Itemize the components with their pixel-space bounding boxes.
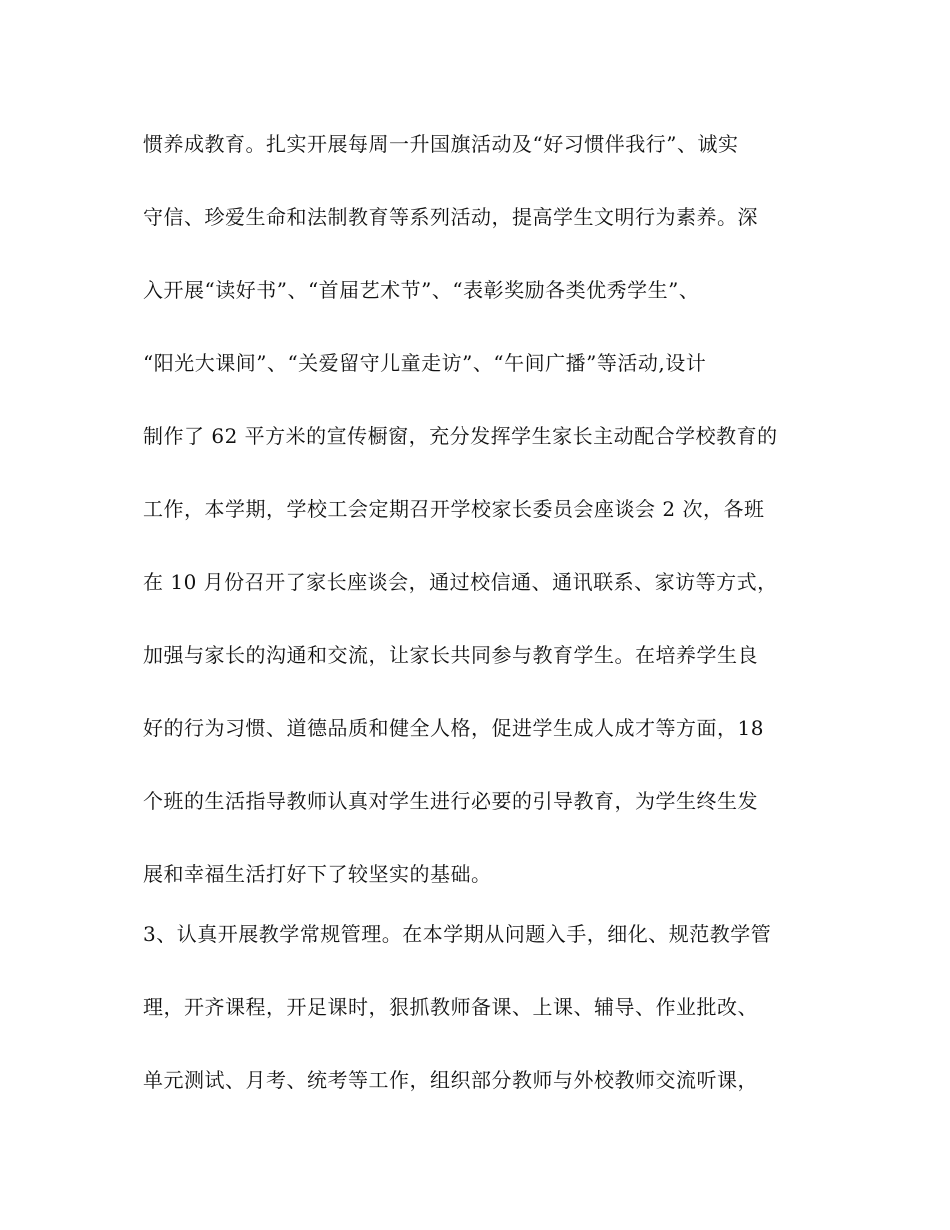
paragraph-line: 理，开齐课程，开足课时，狠抓教师备课、上课、辅导、作业批改、 <box>143 995 758 1019</box>
paragraph-line: 惯养成教育。扎实开展每周一升国旗活动及“好习惯伴我行”、诚实 <box>143 132 739 156</box>
paragraph-line: 个班的生活指导教师认真对学生进行必要的引导教育，为学生终生发 <box>143 789 758 813</box>
section-heading-line: 3、认真开展教学常规管理。在本学期从问题入手，细化、规范教学管 <box>143 922 772 946</box>
paragraph-line: “阳光大课间”、“关爱留守儿童走访”、“午间广播”等活动,设计 <box>143 351 707 375</box>
paragraph-line: 好的行为习惯、道德品质和健全人格，促进学生成人成才等方面，18 <box>143 716 764 740</box>
paragraph-line: 入开展“读好书”、“首届艺术节”、“表彰奖励各类优秀学生”、 <box>143 278 700 302</box>
paragraph-line: 守信、珍爱生命和法制教育等系列活动，提高学生文明行为素养。深 <box>143 205 758 229</box>
paragraph-line: 加强与家长的沟通和交流，让家长共同参与教育学生。在培养学生良 <box>143 643 758 667</box>
paragraph-line: 单元测试、月考、统考等工作，组织部分教师与外校教师交流听课， <box>143 1068 758 1092</box>
paragraph-line: 在 10 月份召开了家长座谈会，通过校信通、通讯联系、家访等方式， <box>143 570 778 594</box>
paragraph-line: 展和幸福生活打好下了较坚实的基础。 <box>143 862 492 886</box>
paragraph-line: 工作，本学期，学校工会定期召开学校家长委员会座谈会 2 次，各班 <box>143 497 765 521</box>
paragraph-line: 制作了 62 平方米的宣传橱窗，充分发挥学生家长主动配合学校教育的 <box>143 424 778 448</box>
